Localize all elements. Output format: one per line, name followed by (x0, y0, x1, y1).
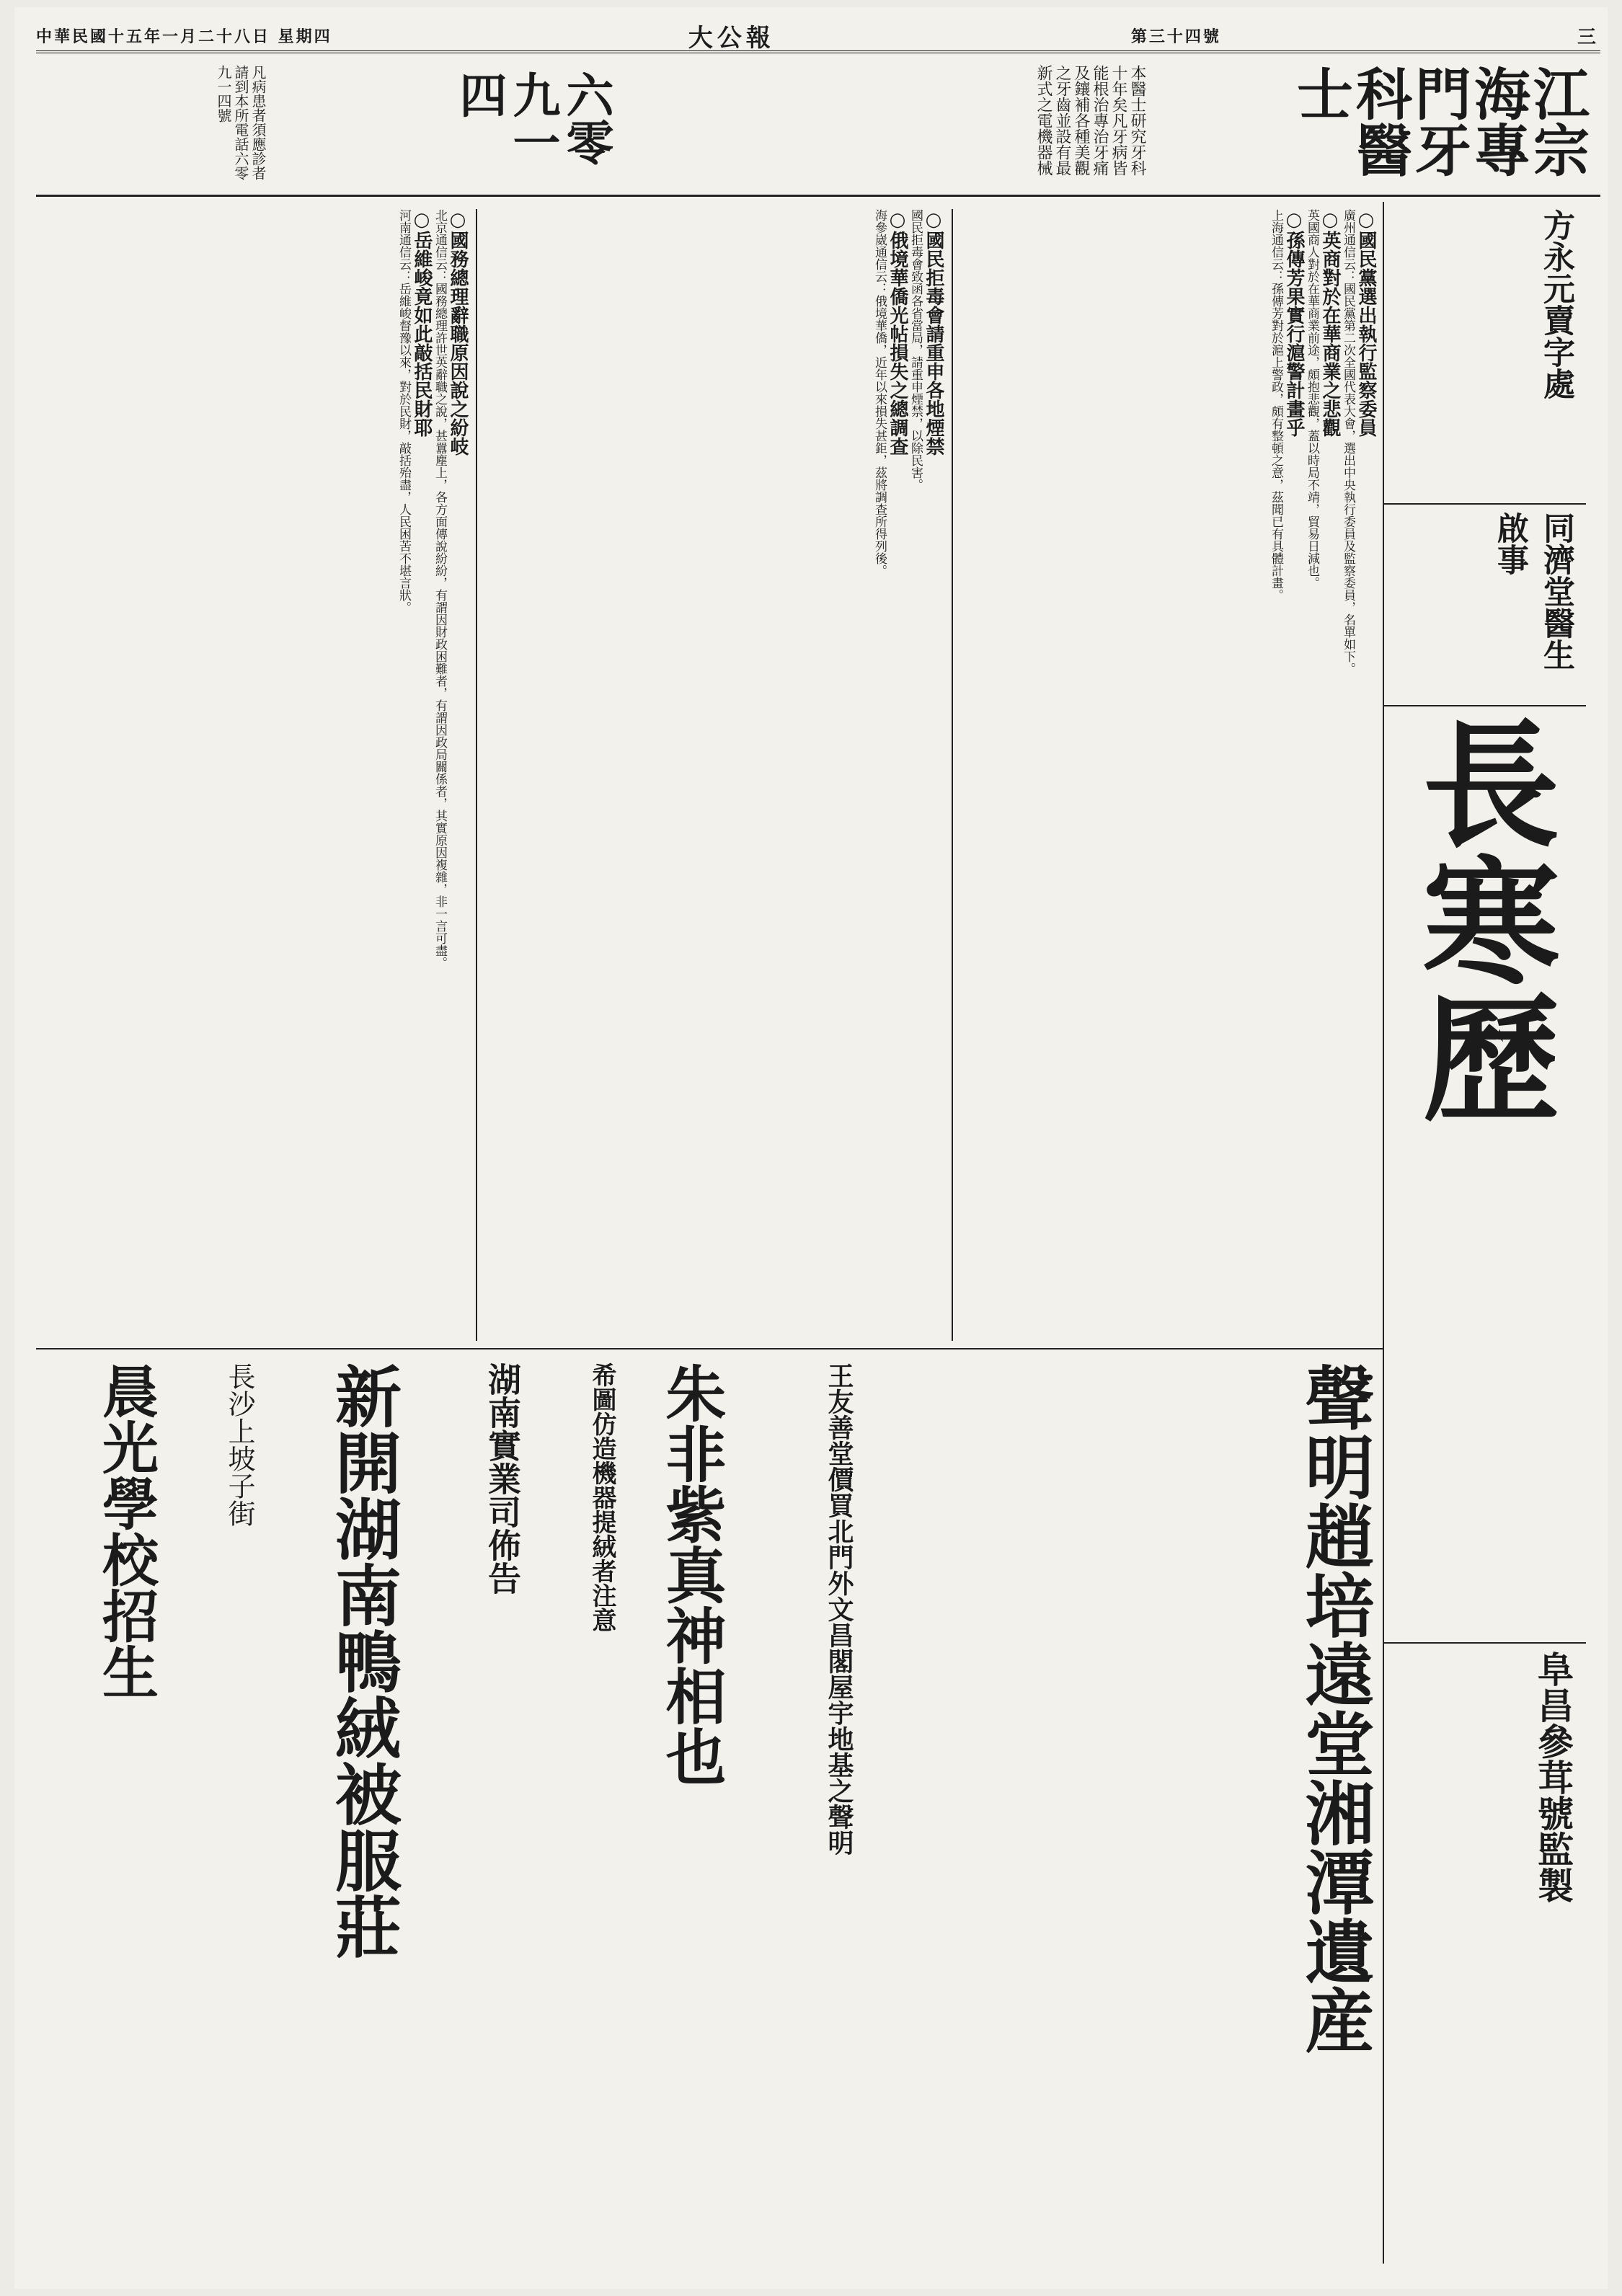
article-overseas-chinese: 海參崴通信云：俄境華僑，近年以來損失甚鉅，茲將調查所得列後。 (872, 209, 887, 577)
right-ads-column (1383, 202, 1586, 2264)
headline-overseas-chinese: ○俄境華僑光帖損失之總調查 (887, 209, 908, 456)
article-premier-resign: 北京通信云：國務總理許世英辭職之說，甚囂塵上，各方面傳說紛紛，有謂因財政困難者，有謂因政局關係者，其實原因複雜，非一言可盡。 (433, 209, 447, 969)
ad-hunan-industry-notice: 湖南實業司佈告 (483, 1362, 522, 1595)
top-advertisement (36, 58, 1600, 197)
headline-yue-weijun: ○岳維峻竟如此敲括民財耶 (411, 209, 433, 437)
ad-estate-statement: 聲明趙培遠堂湘潭遺産 (1294, 1362, 1375, 2055)
headline-kmt-election: ○國民黨選出執行監察委員 (1355, 209, 1377, 437)
masthead-date: 中華民國十五年一月二十八日 星期四 (36, 27, 332, 46)
article-british-merchants: 英國商人對於在華商業前途，頗抱悲觀，蓋以時局不靖，貿易日減也。 (1305, 209, 1319, 589)
masthead (36, 20, 1600, 53)
ad-ginseng: 阜昌參茸號監製 (1532, 1651, 1574, 1903)
ad-clinic-notice: 同濟堂醫生啟事 (1384, 505, 1586, 706)
dentist-ad-headline: 江宗海專門牙科醫士 (1288, 65, 1590, 177)
newspaper-page (14, 7, 1608, 2289)
dentist-ad-phone: 六零九一四 (451, 71, 614, 166)
ad-cold-remedy: 長寒歷 (1384, 706, 1586, 1644)
ad-duck-down-shop: 新開湖南鴨絨被服莊 (324, 1362, 402, 1959)
headline-anti-opium: ○國民拒毒會請重申各地煙禁 (923, 209, 944, 456)
headline-british-merchants: ○英商對於在華商業之悲觀 (1319, 209, 1341, 437)
dentist-ad-note: 凡病患者須應診者請到本所電話六零九一四號 (215, 65, 267, 180)
ad-property-statement: 王友善堂價買北門外文昌閣屋宇地基之聲明 (824, 1362, 854, 1856)
news-column-middle (483, 209, 944, 1341)
article-kmt-election: 廣州通信云：國民黨第二次全國代表大會，選出中央執行委員及監察委員，名單如下。 (1341, 209, 1355, 675)
ad-fortune-teller: 朱非紫真神相也 (656, 1362, 727, 1786)
masthead-page: 三 (1577, 26, 1600, 48)
article-yue-weijun: 河南通信云：岳維峻督豫以來，對於民財，敲括殆盡，人民困苦不堪言狀。 (396, 209, 411, 613)
column-rule (476, 209, 477, 1341)
ad-school-enrollment: 晨光學校招生 (93, 1362, 159, 1700)
masthead-issue: 第三十四號 (1130, 27, 1221, 46)
headline-premier-resign: ○國務總理辭職原因說之紛岐 (447, 209, 469, 456)
section-rule (36, 1348, 1384, 1349)
column-rule (952, 209, 953, 1341)
ad-changsha-address: 長沙上坡子街 (223, 1362, 255, 1527)
article-anti-opium: 國民拒毒會致函各省當局，請重申煙禁，以除民害。 (908, 209, 923, 491)
headline-sun-chuanfang: ○孫傳芳果實行滬警計畫乎 (1283, 209, 1305, 437)
ad-machine-warning: 希圖仿造機器提絨者注意 (588, 1362, 616, 1632)
news-column-left (36, 209, 469, 1341)
news-column-right (959, 209, 1377, 1341)
dentist-ad-body: 本醫士研究牙科十年矣凡牙病皆能根治專治牙痛及鑲補各種美觀之牙齒並設有最新式之電機器械 (1034, 65, 1146, 176)
masthead-title: 大公報 (688, 23, 775, 53)
article-sun-chuanfang: 上海通信云：孫傳芳對於滬上警政，頗有整頓之意，茲聞已有具體計畫。 (1269, 209, 1283, 601)
ad-calligraphy: 方永元賣字處 (1384, 202, 1586, 505)
